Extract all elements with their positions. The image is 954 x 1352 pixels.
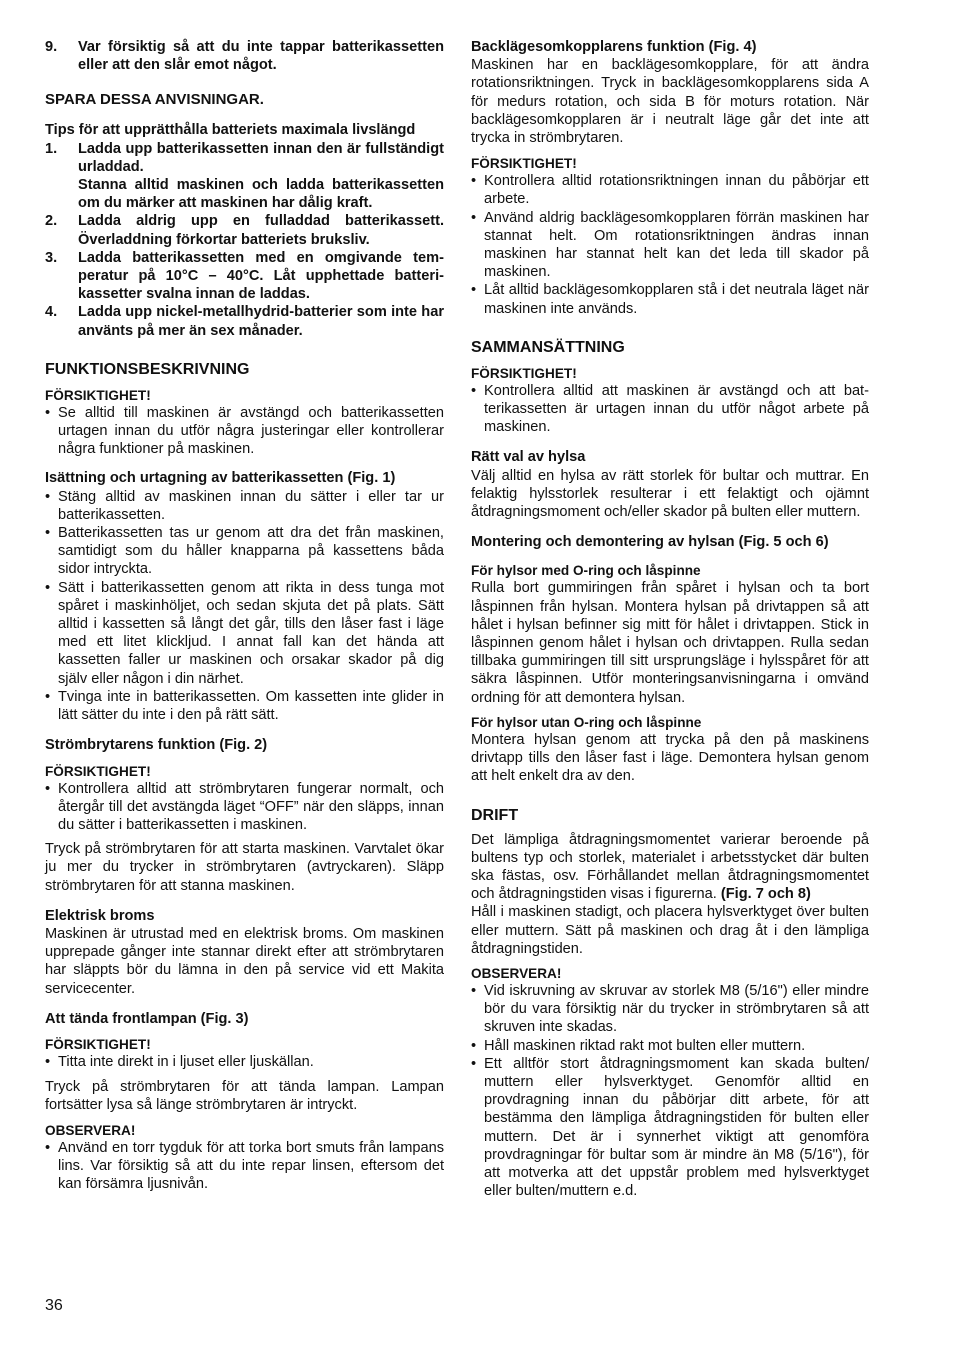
list-item [45,140,444,213]
list-item: • Tvinga inte in batterikassetten. Om kassetten inte glider in lätt sätter du inte i den på rätt sätt. [45,688,444,724]
reverse-switch-text: Maskinen har en backlägesomkopplare, för att ändra rotationsriktningen. Tryck in backlägesomkopplarens sida A för medurs rotation, och sida B för moturs rotation. När backlägesomkopplaren är i neutralt läge går det inte att trycka in strömbrytaren. [471,57,869,147]
switch-text: Tryck på strömbrytaren för att starta maskinen. Varvtalet ökar ju mer du trycker in strömbrytaren (avtryckaren). Släpp strömbrytaren för att stanna maskinen. [45,841,444,894]
reverse-switch-heading: Backlägesomkopplarens funktion (Fig. 4) [471,39,757,55]
socket-selection-heading: Rätt val av hylsa [471,449,586,466]
caution-label: FÖRSIKTIGHET! [471,156,577,172]
electric-brake-heading: Elektrisk broms [45,907,155,924]
list-number: 2. [45,213,58,230]
lamp-bullets [45,1053,444,1071]
operation-text [471,831,869,904]
caution-label: FÖRSIKTIGHET! [45,763,151,779]
assembly-heading: SAMMANSÄTTNING [471,338,625,356]
no-oring-subheading: För hylsor utan O-ring och låspinne [471,714,702,730]
list-item: • Använd aldrig backlägesomkopplaren förrän maskinen har stannat helt. Om rotationsriktningen ändras innan maskinen har stannat helt kan det leda till skador på maskinen. [471,209,869,282]
left-column [45,38,444,1193]
tips-heading: Tips för att upprätthålla batteriets maximala livslängd [45,122,416,139]
lamp-text: Tryck på strömbrytaren för att tända lampan. Lampan fortsätter lysa så länge strömbrytaren är intryckt. [45,1079,444,1114]
socket-selection-text: Välj alltid en hylsa av rätt storlek för bultar och muttrar. En felaktig hylsstorlek resulterar i ett felaktigt och ojämnt åtdragningsmoment och/eller skador på bulten eller muttern. [471,467,869,521]
right-column [471,38,869,1200]
list-item: • Sätt i batterikassetten genom att rikta in dess tunga mot spåret i maskinhöljet, och sedan skjuta det på plats. Sätt alltid i kassetten så långt det går, tills den låser fast i läge med ett litet klickljud. I annat fall kan det hända att kassetten faller ur maskinen och orsakar skador på dig själv eller någon i din närhet. [45,579,444,688]
battery-insert-heading: Isättning och urtagning av batterikassetten (Fig. 1) [45,470,396,487]
list-item: • Låt alltid backlägesomkopplaren stå i det neutrala läget när maskinen inte används. [471,281,869,317]
tip-text: Ladda batterikassetten med en omgivande temperatur på 10°C – 40°C. Låt upphettade batterikassetter svalna innan de laddas. [78,249,444,303]
oring-subheading: För hylsor med O-ring och låspinne [471,563,701,579]
caution-label: FÖRSIKTIGHET! [45,387,151,403]
list-number: 3. [45,249,58,266]
list-number: 1. [45,140,58,157]
front-lamp-heading: Att tända frontlampan (Fig. 3) [45,1010,249,1027]
tips-list [45,140,444,340]
list-item: • Kontrollera alltid att maskinen är avstängd och att batterikassetten är urtagen innan du utför något arbete på maskinen. [471,382,869,437]
item-9-list [45,38,444,74]
list-item: • Titta inte direkt in i ljuset eller ljuskällan. [45,1053,444,1071]
operation-heading: DRIFT [471,806,519,824]
item-9-text: Var försiktig så att du inte tappar batterikassetten eller att den slår emot något. [78,39,444,74]
electric-brake-text: Maskinen är utrustad med en elektrisk broms. Om maskinen upprepade gånger inte stannar direkt efter att strömbrytaren har släppts bör du lämna in den på service vid ett Makita servicecenter. [45,925,444,997]
function-heading: FUNKTIONSBESKRIVNING [45,360,250,378]
tip-text: Ladda aldrig upp en fulladdad batterikassett. Överladdning förkortar batteriets bruksliv. [78,213,444,248]
battery-insert-bullets [45,488,444,725]
operation-text-2: Håll i maskinen stadigt, och placera hylsverktyget över bulten eller muttern. Sätt på maskinen och drag åt i den lämpliga åtdragningstiden. [471,904,869,957]
list-item [45,303,444,339]
lamp-note-bullets [45,1139,444,1194]
list-item [45,38,444,74]
switch-heading: Strömbrytarens funktion (Fig. 2) [45,737,268,754]
list-item: • Ett alltför stort åtdragningsmoment kan skada bulten/ muttern eller hylsverktyget. Genomför alltid en provdragning innan du påbörjar ditt arbete, för att bestämma den lämpliga åtdragningstiden för bulten eller muttern. Det är i synnerhet viktigt att genomföra provdragningar för bultar som är mindre än M8 (5/16"), för att motverka att det uppstår problem med hylsverktyget eller bulten/muttern e.d. [471,1055,869,1201]
assembly-bullets [471,382,869,437]
save-instructions-heading: SPARA DESSA ANVISNINGAR. [45,91,264,109]
caution-label: FÖRSIKTIGHET! [471,365,577,381]
function-bullets [45,404,444,459]
page-number: 36 [45,1297,63,1314]
oring-text: Rulla bort gummiringen från spåret i hylsan och ta bort låspinnen från hylsan. Montera hylsan på drivtappen så att hålet i hylsan befinner sig mitt för hålet i drivtappen. Stick in låspinnen genom hålet i hylsan och drivtappen. Rulla sedan tillbaka gummiringen till sitt ursprungsläge i hylsspåret för att säkra låspinnen. Utför monteringsanvisningarna i omvänd ordning för att demontera hylsan. [471,580,869,706]
list-item [45,212,444,248]
list-item: • Batterikassetten tas ur genom att dra det från maskinen, samtidigt som du håller knapparna på kassettens båda sidor intryckta. [45,524,444,579]
tip-text: Ladda upp batterikassetten innan den är fullständigt urladdad. [78,140,444,175]
tip-text: Stanna alltid maskinen och ladda batterikassetten om du märker att maskinen har dålig kraft. [78,177,444,212]
no-oring-text: Montera hylsan genom att trycka på den på maskinens drivtapp tills den låser fast i läge. Demontera hylsan genom att helt enkelt dra av den. [471,731,869,785]
tip-text: Ladda upp nickel-metallhydrid-batterier som inte har använts på mer än sex månader. [78,304,444,339]
socket-mount-heading: Montering och demontering av hylsan (Fig. 5 och 6) [471,534,829,551]
list-number: 4. [45,304,58,321]
operation-bullets [471,982,869,1200]
reverse-bullets [471,172,869,318]
list-item: • Stäng alltid av maskinen innan du sätter i eller tar ur batterikassetten. [45,488,444,524]
switch-bullets [45,780,444,835]
figure-reference: (Fig. 7 och 8) [720,886,811,903]
caution-label: FÖRSIKTIGHET! [45,1036,151,1052]
list-item: • Använd en torr tygduk för att torka bort smuts från lampans lins. Var försiktig så att du inte repar linsen, eftersom det kan försämra ljusnivån. [45,1139,444,1194]
note-label: OBSERVERA! [45,1122,136,1138]
note-label: OBSERVERA! [471,965,562,981]
list-item [45,249,444,304]
operation-text-main: Det lämpliga åtdragningsmomentet varierar beroende på bultens typ och storlek, materialet i arbetsstycket där bulten ska fästas, osv. Förhållandet mellan åtdragningsmomentet och åtdragningstiden visas i figurerna. [471,831,869,903]
list-item: • Håll maskinen riktad rakt mot bulten eller muttern. [471,1037,869,1055]
list-item: • Vid iskruvning av skruvar av storlek M8 (5/16") eller mindre bör du vara försiktig när du trycker in strömbrytaren så att skruven inte skadas. [471,982,869,1037]
list-item: • Se alltid till maskinen är avstängd och batterikassetten urtagen innan du utför några justeringar eller kontrollerar några funktioner på maskinen. [45,404,444,459]
item-9-number: 9. [45,39,58,55]
list-item: • Kontrollera alltid rotationsriktningen innan du påbörjar ett arbete. [471,172,869,208]
list-item: • Kontrollera alltid att strömbrytaren fungerar normalt, och återgår till det avstängda läget “OFF” när den släpps, innan du sätter i batterikassetten i maskinen. [45,780,444,835]
